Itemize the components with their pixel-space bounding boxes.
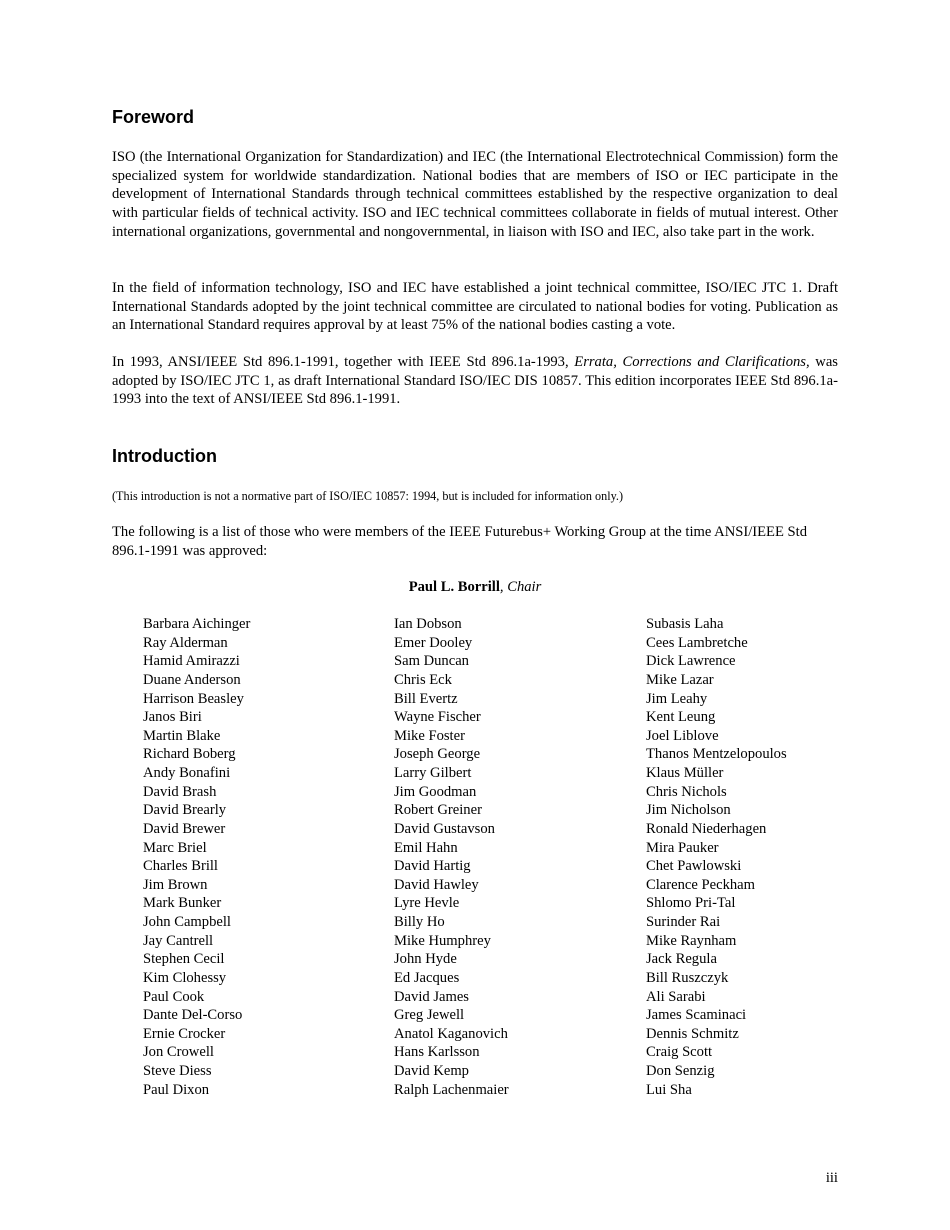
member-name: Sam Duncan <box>394 653 469 670</box>
member-name: Chris Eck <box>394 671 452 688</box>
member-name: David Brearly <box>143 802 227 819</box>
member-name: James Scaminaci <box>646 1007 747 1024</box>
member-name: David James <box>394 988 469 1005</box>
introduction-heading: Introduction <box>112 446 217 466</box>
member-name: Kim Clohessy <box>143 969 227 986</box>
member-name: Klaus Müller <box>646 765 724 781</box>
member-name: Craig Scott <box>646 1044 713 1061</box>
working-group-chair <box>112 579 838 596</box>
member-list-column-2 <box>394 615 509 1099</box>
member-name: David Brash <box>143 783 217 800</box>
member-name: Ali Sarabi <box>646 988 706 1005</box>
member-name: Larry Gilbert <box>394 765 472 781</box>
member-name: Martin Blake <box>143 727 221 744</box>
member-name: Jon Crowell <box>143 1044 214 1061</box>
foreword-paragraph-2: In the field of information technology, ISO and IEC have established a joint technical committee, ISO/IEC JTC 1. Draft International Standards adopted by the joint technical committee are circulated to national bodies for voting. Publication as an International Standard requires approval by at least 75% of the national bodies casting a vote. <box>112 280 838 334</box>
member-name: Jack Regula <box>646 951 717 968</box>
member-name: Lui Sha <box>646 1081 692 1098</box>
member-name: Duane Anderson <box>143 671 241 688</box>
member-name: David Hawley <box>394 876 479 893</box>
member-name: John Campbell <box>143 914 231 930</box>
p3-start: In 1993, ANSI/IEEE Std 896.1-1991, together with IEEE Std 896.1a-1993, <box>112 354 575 370</box>
introduction-note: (This introduction is not a normative part of ISO/IEC 10857: 1994, but is included for information only.) <box>112 489 624 503</box>
member-name: Richard Boberg <box>143 746 236 763</box>
member-name: Steve Diess <box>143 1063 212 1079</box>
member-name: John Hyde <box>394 951 457 968</box>
member-name: Joseph George <box>394 746 481 763</box>
member-name: Ian Dobson <box>394 616 462 632</box>
chair-name: Paul L. Borrill <box>408 579 500 595</box>
member-name: Bill Evertz <box>394 690 458 707</box>
member-name: Paul Dixon <box>143 1081 210 1098</box>
member-name: Jim Brown <box>143 876 208 893</box>
member-name: Mike Humphrey <box>394 932 491 949</box>
introduction-lead: The following is a list of those who were members of the IEEE Futurebus+ Working Group at the time ANSI/IEEE Std 896.1-1991 was approved: <box>112 524 808 559</box>
member-name: Emil Hahn <box>394 839 458 856</box>
p3-italic: Errata, Corrections and Clarifications, <box>574 354 810 370</box>
member-name: Mike Lazar <box>646 671 714 688</box>
member-name: Charles Brill <box>143 858 218 875</box>
member-name: Dennis Schmitz <box>646 1025 739 1042</box>
member-name: Surinder Rai <box>646 914 721 930</box>
foreword-paragraph-1: ISO (the International Organization for Standardization) and IEC (the International Electrotechnical Commission) form the specialized system for worldwide standardization. National bodies that are members of ISO or IEC participate in the development of International Standards through technical committees established by the respective organization to deal with particular fields of technical activity. ISO and IEC technical committees collaborate in fields of mutual interest. Other international organizations, governmental and nongovernmental, in liaison with ISO and IEC, also take part in the work. <box>112 149 838 240</box>
member-name: Mark Bunker <box>143 895 222 912</box>
member-name: Mike Foster <box>394 727 465 744</box>
member-name: Don Senzig <box>646 1063 715 1079</box>
member-name: Barbara Aichinger <box>143 616 251 632</box>
member-name: Dick Lawrence <box>646 653 736 670</box>
member-name: Robert Greiner <box>394 802 482 819</box>
member-name: Ed Jacques <box>394 969 460 986</box>
member-name: Ralph Lachenmaier <box>394 1081 509 1098</box>
member-name: Marc Briel <box>143 839 207 856</box>
member-name: Thanos Mentzelopoulos <box>646 746 787 763</box>
member-name: Cees Lambretche <box>646 634 748 651</box>
member-name: Jim Leahy <box>646 690 708 707</box>
member-name: Dante Del-Corso <box>143 1007 243 1024</box>
p3-end: was adopted by ISO/IEC JTC 1, as draft International Standard ISO/IEC DIS 10857. This edition incorporates IEEE Std 896.1a-1993 into the text of ANSI/IEEE Std 896.1-1991. <box>112 354 838 408</box>
member-name: Billy Ho <box>394 914 445 930</box>
member-name: Ernie Crocker <box>143 1025 226 1042</box>
member-name: Mira Pauker <box>646 839 719 856</box>
member-name: Jim Nicholson <box>646 802 731 819</box>
chair-title: , Chair <box>499 579 542 595</box>
member-name: Janos Biri <box>143 709 202 726</box>
member-name: Chet Pawlowski <box>646 858 742 875</box>
foreword-heading: Foreword <box>112 107 195 127</box>
member-name: David Kemp <box>394 1063 469 1079</box>
member-list-column-1 <box>143 615 250 1099</box>
member-name: Wayne Fischer <box>394 709 481 726</box>
member-name: David Hartig <box>394 858 471 875</box>
member-name: Ray Alderman <box>143 634 228 651</box>
member-name: Mike Raynham <box>646 932 737 949</box>
page-number: iii <box>825 1170 838 1186</box>
member-name: Jay Cantrell <box>143 932 214 949</box>
member-list-column-3 <box>646 615 787 1099</box>
member-name: Bill Ruszczyk <box>646 969 729 986</box>
member-name: Harrison Beasley <box>143 690 244 707</box>
member-name: Emer Dooley <box>394 634 473 651</box>
member-name: Subasis Laha <box>646 616 724 632</box>
member-name: Joel Liblove <box>646 727 719 744</box>
member-name: Greg Jewell <box>394 1007 465 1024</box>
member-name: Lyre Hevle <box>394 895 460 912</box>
member-name: David Gustavson <box>394 820 495 837</box>
member-name: Chris Nichols <box>646 783 727 800</box>
member-name: Ronald Niederhagen <box>646 820 767 837</box>
member-name: Andy Bonafini <box>143 765 231 781</box>
member-name: Anatol Kaganovich <box>394 1025 508 1042</box>
member-name: Hans Karlsson <box>394 1044 480 1061</box>
member-name: Kent Leung <box>646 709 716 726</box>
member-name: Hamid Amirazzi <box>143 653 240 670</box>
foreword-paragraph-3 <box>112 353 838 409</box>
member-name: David Brewer <box>143 820 226 837</box>
member-name: Jim Goodman <box>394 783 477 800</box>
member-name: Clarence Peckham <box>646 876 755 893</box>
member-name: Paul Cook <box>143 988 205 1005</box>
member-name: Stephen Cecil <box>143 951 225 968</box>
member-name: Shlomo Pri-Tal <box>646 895 736 912</box>
